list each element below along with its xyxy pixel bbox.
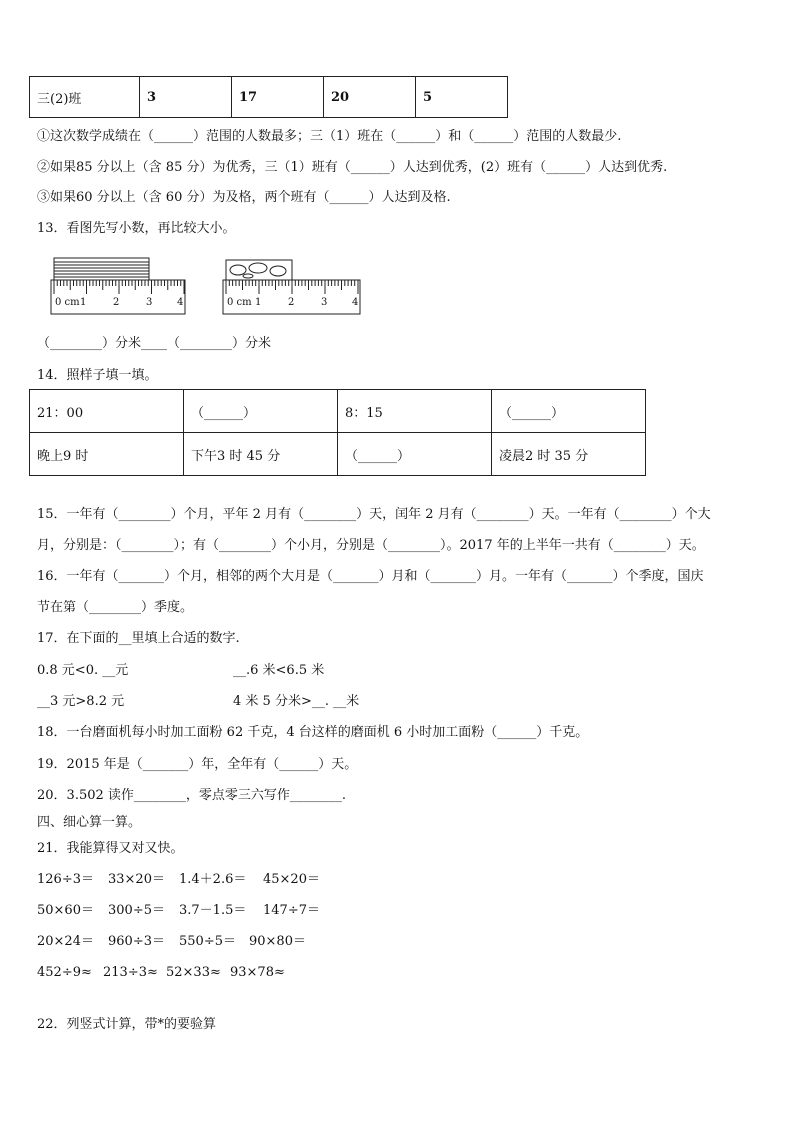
q12-line-2: ②如果85 分以上（含 85 分）为优秀，三（1）班有（______）人达到优秀，(2）班有（______）人达到优秀. [37,160,668,175]
q17-item-a: 0.8 元<0. __元 [37,663,129,678]
section-heading: 四、细心算一算。 [37,815,142,830]
table-cell: 3 [140,77,232,118]
q17-item-d: 4 米 5 分米>__. __米 [233,694,360,709]
calc-item: 20×24＝ [37,934,94,949]
q15-line-2: 月，分别是：（________）；有（________）个小月，分别是（________）。2017 年的上半年一共有（________）天。 [37,538,705,553]
q17-title: 17．在下面的__里填上合适的数字. [37,631,240,646]
ruler-tick-label: 3 [321,297,328,308]
ruler-tick-label: 1 [255,297,262,308]
time-cell: 21：00 [30,390,184,433]
calc-item: 960÷3＝ [108,934,165,949]
q22: 22．列竖式计算，带*的要验算 [37,1017,217,1032]
q16-line-1: 16．一年有（_______）个月，相邻的两个大月是（_______）月和（_______）月。一年有（_______）个季度，国庆 [37,569,704,584]
q19: 19．2015 年是（_______）年，全年有（______）天。 [37,757,358,772]
calc-item: 126÷3＝ [37,872,94,887]
calc-item: 52×33≈ [166,965,221,980]
q17-item-c: __3 元>8.2 元 [37,694,125,709]
q16-line-2: 节在第（________）季度。 [37,600,194,615]
calc-item: 93×78≈ [230,965,285,980]
table-cell: 17 [232,77,324,118]
calc-item: 452÷9≈ [37,965,92,980]
calc-item: 3.7－1.5＝ [179,903,247,918]
q12-line-1: ①这次数学成绩在（______）范围的人数最多；三（1）班在（______）和（______）范围的人数最少. [37,129,622,144]
ruler-figure-1 [50,254,190,316]
calc-item: 147÷7＝ [263,903,320,918]
q13-answer: （________）分米____（________）分米 [37,336,272,351]
calc-item: 33×20＝ [108,872,165,887]
ruler-zero-label: 0 cm [55,297,80,308]
oval-pattern-bar [226,260,292,280]
q21-title: 21．我能算得又对又快。 [37,841,184,856]
table-cell-class: 三(2)班 [30,77,140,118]
ruler-figure-2 [222,254,364,316]
time-cell: 晚上9 时 [30,433,184,476]
calc-item: 213÷3≈ [103,965,158,980]
table-cell: 5 [416,77,508,118]
time-cell: （______） [184,390,338,433]
score-table [29,76,508,118]
q17-item-b: __.6 米<6.5 米 [233,663,325,678]
calc-item: 550÷5＝ [179,934,236,949]
calc-item: 50×60＝ [37,903,94,918]
q12-line-3: ③如果60 分以上（含 60 分）为及格，两个班有（______）人达到及格. [37,190,451,205]
q18: 18．一台磨面机每小时加工面粉 62 千克，4 台这样的磨面机 6 小时加工面粉（______）千克。 [37,725,589,740]
calc-item: 300÷5＝ [108,903,165,918]
time-cell: 8：15 [338,390,492,433]
striped-bar [54,258,149,280]
time-cell: 凌晨2 时 35 分 [492,433,646,476]
time-cell: 下午3 时 45 分 [184,433,338,476]
calc-item: 90×80＝ [249,934,306,949]
q14-title: 14．照样子填一填。 [37,368,158,383]
q20: 20．3.502 读作________，零点零三六写作________. [37,788,347,803]
ruler-zero-label: 0 cm [227,297,252,308]
ruler-tick-label: 2 [288,297,295,308]
time-cell: （______） [492,390,646,433]
calc-item: 1.4＋2.6＝ [179,872,247,887]
q15-line-1: 15．一年有（________）个月，平年 2 月有（________）天，闰年 2 月有（________）天。一年有（________）个大 [37,507,711,522]
calc-item: 45×20＝ [263,872,320,887]
ruler-tick-label: 2 [113,297,120,308]
q13-title: 13．看图先写小数，再比较大小。 [37,221,236,236]
ruler-tick-label: 4 [352,297,359,308]
time-table [29,389,646,476]
table-cell: 20 [324,77,416,118]
ruler-tick-label: 4 [177,297,184,308]
time-cell: （______） [338,433,492,476]
ruler-tick-label: 3 [146,297,153,308]
ruler-tick-label: 1 [80,297,87,308]
